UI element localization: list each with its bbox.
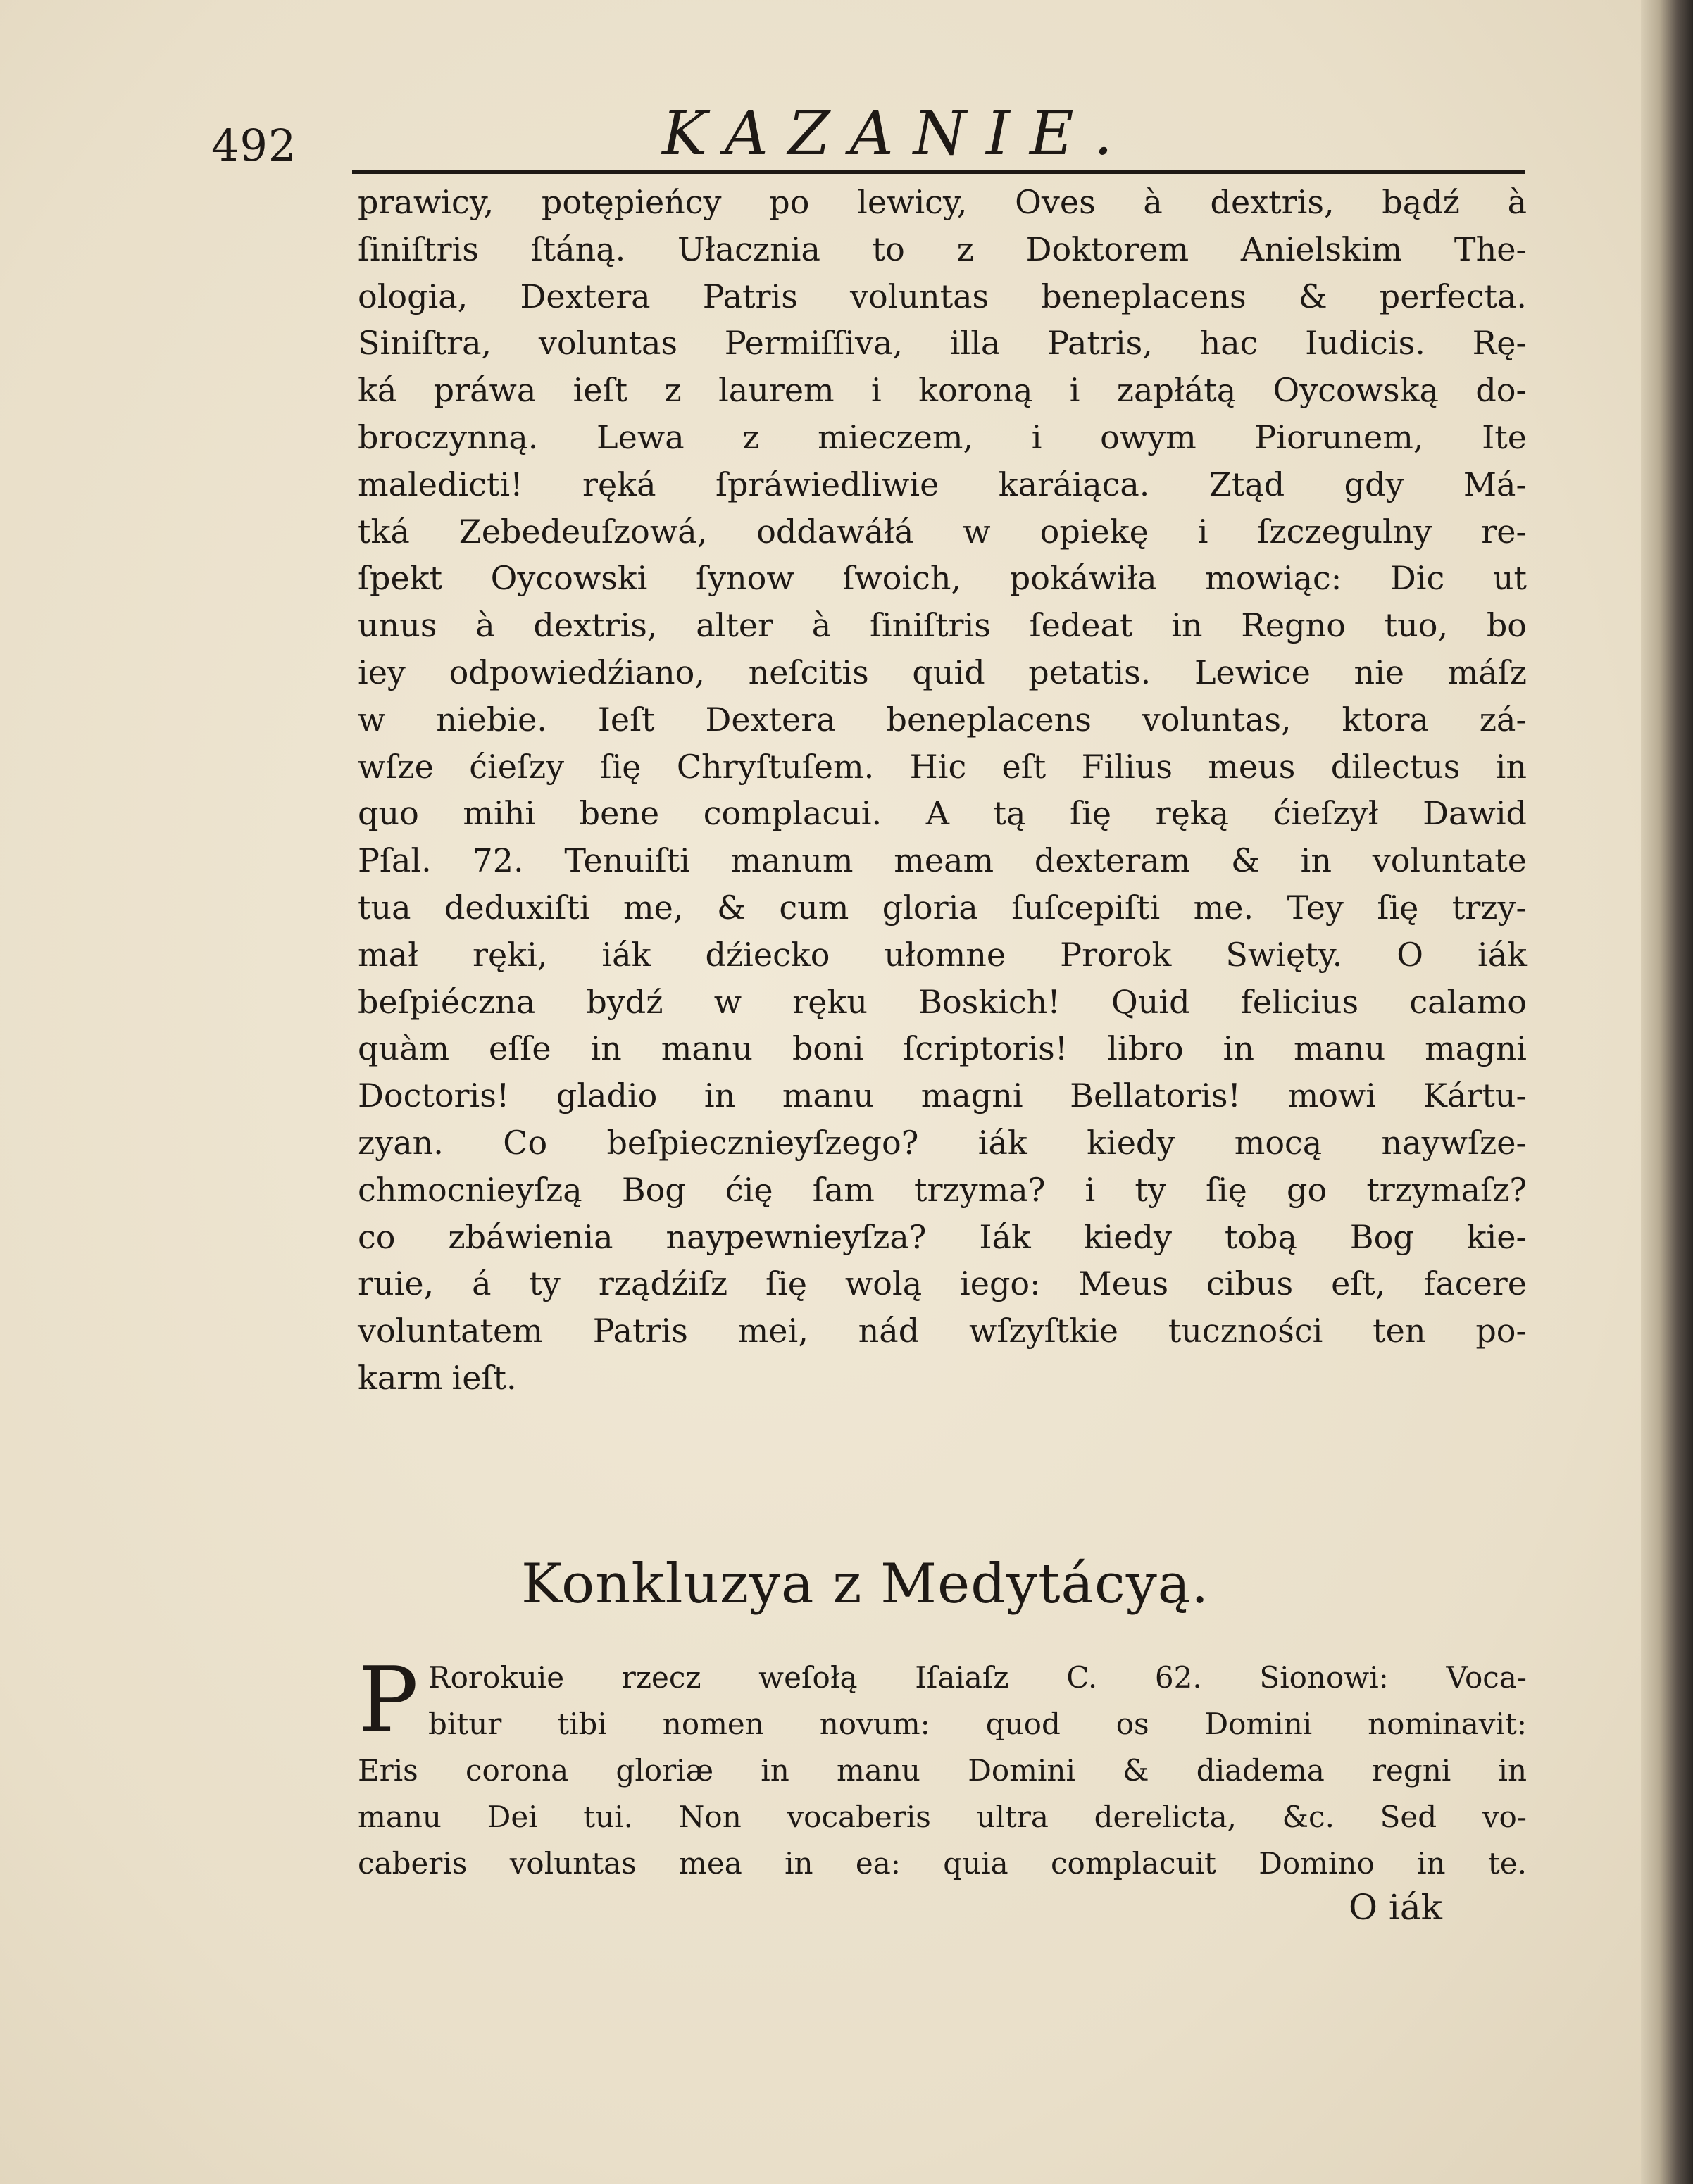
text-line: Doctoris! gladio in manu magni Bellatoris! mowi Kártu- <box>358 1077 1527 1115</box>
text-line: ruie, á ty rządźiſz ſię wolą iego: Meus cibus eſt, facere <box>358 1264 1527 1303</box>
text-line: Pſal. 72. Tenuiſti manum meam dexteram & in voluntate <box>358 841 1527 880</box>
text-line: tká Zebedeuſzowá, oddawáłá w opiekę i ſzczegulny re- <box>358 512 1527 551</box>
section-heading: Konkluzya z Medytácyą. <box>521 1552 1210 1616</box>
header-rule <box>352 170 1525 174</box>
text-line: prawicy, potępieńcy po lewicy, Oves à dextris, bądź à <box>358 183 1527 221</box>
sermon-text <box>358 179 1527 1402</box>
text-line: iey odpowiedźiano, neſcitis quid petatis. Lewice nie máſz <box>358 653 1527 691</box>
conclusion-text <box>358 1648 1527 1887</box>
book-gutter <box>1641 0 1693 2184</box>
text-line: broczynną. Lewa z mieczem, i owym Piorunem, Ite <box>358 418 1527 456</box>
page-number: 492 <box>211 120 297 171</box>
text-line: zyan. Co beſpiecznieyſzego? iák kiedy mocą naywſze- <box>358 1123 1527 1162</box>
text-line: unus à dextris, alter à ſiniſtris ſedeat in Regno tuo, bo <box>358 606 1527 645</box>
text-line: mał ręki, iák dźiecko ułomne Prorok Swięty. O iák <box>358 935 1527 974</box>
text-line: ſpekt Oycowski ſynow ſwoich, pokáwiła mowiąc: Dic ut <box>358 559 1527 598</box>
text-line: Rorokuie rzecz weſołą Iſaiaſz C. 62. Sionowi: Voca- <box>428 1660 1527 1695</box>
text-line: tua deduxiſti me, & cum gloria ſuſcepiſti me. Tey ſię trzy- <box>358 888 1527 927</box>
text-line: ologia, Dextera Patris voluntas beneplacens & perfecta. <box>358 277 1527 315</box>
text-line: karm ieſt. <box>358 1358 517 1397</box>
drop-cap: P <box>358 1648 419 1753</box>
text-line: Eris corona gloriæ in manu Domini & diadema regni in <box>358 1753 1527 1788</box>
catchword: O iák <box>1349 1887 1442 1928</box>
text-line: beſpiéczna bydź w ręku Boskich! Quid felicius calamo <box>358 982 1527 1021</box>
text-line: ká práwa ieſt z laurem i koroną i zapłátą Oycowską do- <box>358 371 1527 410</box>
text-line: chmocnieyſzą Bog ćię ſam trzyma? i ty ſię go trzymaſz? <box>358 1170 1527 1209</box>
text-line: co zbáwienia naypewnieyſza? Iák kiedy tobą Bog kie- <box>358 1217 1527 1256</box>
running-head: KAZANIE. <box>662 99 1133 169</box>
text-line: manu Dei tui. Non vocaberis ultra derelicta, &c. Sed vo- <box>358 1800 1527 1834</box>
text-line: quàm eſſe in manu boni ſcriptoris! libro in manu magni <box>358 1029 1527 1068</box>
text-line: Siniſtra, voluntas Permiſſiva, illa Patris, hac Iudicis. Rę- <box>358 324 1527 363</box>
text-line: ſiniſtris ſtáną. Ułacznia to z Doktorem Anielskim The- <box>358 230 1527 268</box>
text-line: wſze ćieſzy ſię Chryſtuſem. Hic eſt Filius meus dilectus in <box>358 747 1527 786</box>
text-line: voluntatem Patris mei, nád wſzyſtkie tuczności ten po- <box>358 1312 1527 1350</box>
text-line: quo mihi bene complacui. A tą ſię ręką ćieſzył Dawid <box>358 794 1527 833</box>
text-line: w niebie. Ieſt Dextera beneplacens voluntas, ktora zá- <box>358 700 1527 739</box>
page-header <box>0 92 1641 176</box>
text-line: caberis voluntas mea in ea: quia complacuit Domino in te. <box>358 1846 1527 1881</box>
text-line: bitur tibi nomen novum: quod os Domini nominavit: <box>428 1707 1527 1741</box>
text-line: maledicti! ręká ſpráwiedliwie karáiąca. Ztąd gdy Má- <box>358 465 1527 503</box>
